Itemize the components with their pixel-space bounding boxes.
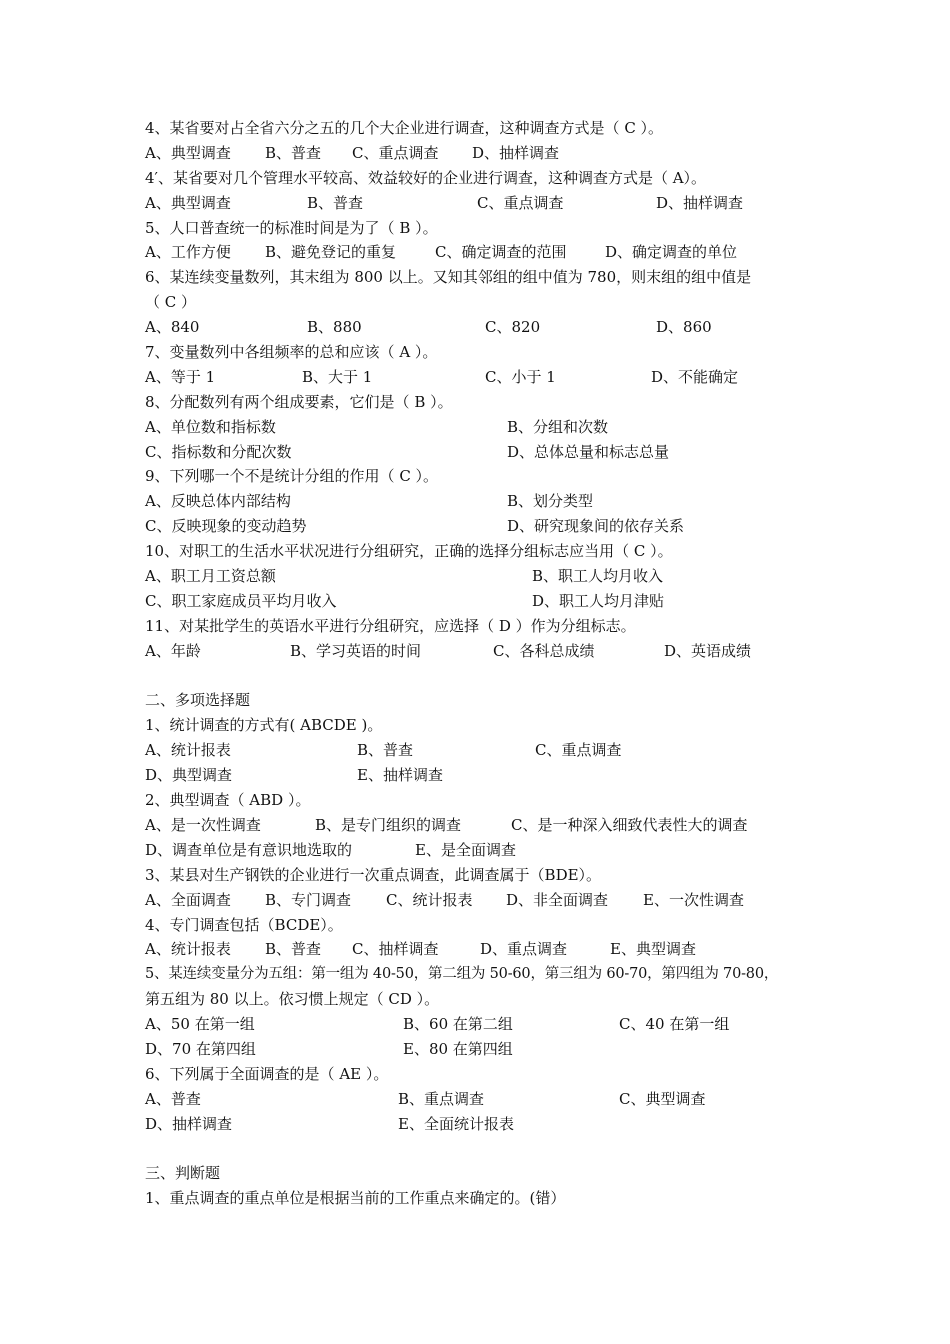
question-stem: 7、变量数列中各组频率的总和应该（ A ）。	[145, 343, 438, 362]
option-row	[145, 514, 825, 539]
option-row	[145, 813, 825, 838]
option-row	[145, 240, 825, 265]
option-c: C、统计报表	[386, 890, 473, 909]
question-stem: 2、典型调查（ ABD ）。	[145, 791, 311, 810]
option-a: A、统计报表	[145, 940, 231, 959]
option-row	[145, 838, 825, 863]
option-row	[145, 589, 825, 614]
option-e: E、是全面调查	[415, 840, 516, 859]
option-e: E、抽样调查	[357, 766, 443, 785]
option-b: B、专门调查	[265, 890, 352, 909]
option-c: C、小于 1	[485, 367, 556, 386]
section-heading: 三、判断题	[145, 1164, 221, 1183]
question-stem: 1、统计调查的方式有( ABCDE )。	[145, 716, 383, 735]
option-b: B、避免登记的重复	[265, 243, 397, 262]
option-row	[145, 564, 825, 589]
option-row	[145, 888, 825, 913]
document-page	[145, 116, 825, 1211]
option-row	[145, 415, 825, 440]
option-d: D、总体总量和标志总量	[507, 442, 670, 461]
option-a: A、典型调查	[145, 193, 231, 212]
option-b: B、重点调查	[398, 1089, 485, 1108]
option-b: B、大于 1	[302, 367, 373, 386]
option-d: D、典型调查	[145, 766, 233, 785]
option-a: A、统计报表	[145, 741, 231, 760]
option-c: C、重点调查	[352, 143, 439, 162]
option-row	[145, 489, 825, 514]
question-stem: 5、某连续变量分为五组：第一组为 40-50，第二组为 50-60，第三组为 60-70，第四组为 70-80，	[145, 966, 779, 983]
option-a: A、840	[145, 318, 200, 337]
option-b: B、60 在第二组	[403, 1015, 513, 1034]
option-e: E、全面统计报表	[398, 1114, 514, 1133]
option-row	[145, 141, 825, 166]
section-spacer	[145, 664, 825, 689]
option-c: C、是一种深入细致代表性大的调查	[511, 815, 748, 834]
option-a: A、工作方便	[145, 243, 231, 262]
option-d: D、70 在第四组	[145, 1039, 256, 1058]
option-b: B、普查	[357, 741, 414, 760]
option-row	[145, 191, 825, 216]
option-a: A、等于 1	[145, 367, 216, 386]
option-row	[145, 440, 825, 465]
option-b: B、分组和次数	[507, 417, 609, 436]
option-b: B、学习英语的时间	[290, 641, 422, 660]
option-d: D、不能确定	[651, 367, 739, 386]
question-stem: 4、专门调查包括（BCDE）。	[145, 915, 343, 934]
option-row	[145, 738, 825, 763]
option-row	[145, 1037, 825, 1062]
question-stem: 3、某县对生产钢铁的企业进行一次重点调查，此调查属于（BDE）。	[145, 865, 602, 884]
option-c: C、确定调查的范围	[435, 243, 567, 262]
option-d: D、860	[656, 318, 712, 337]
option-a: A、单位数和指标数	[145, 417, 276, 436]
option-a: A、职工月工资总额	[145, 567, 276, 586]
question-stem: 8、分配数列有两个组成要素，它们是（ B ）。	[145, 392, 453, 411]
option-c: C、反映现象的变动趋势	[145, 517, 307, 536]
option-c: C、典型调查	[619, 1089, 706, 1108]
option-row	[145, 763, 825, 788]
option-e: E、一次性调查	[643, 890, 744, 909]
question-stem: 6、某连续变量数列，其末组为 800 以上。又知其邻组的组中值为 780，则末组的组中值是	[145, 268, 752, 287]
option-c: C、40 在第一组	[619, 1015, 730, 1034]
option-d: D、抽样调查	[472, 143, 560, 162]
question-stem: 6、下列属于全面调查的是（ AE ）。	[145, 1064, 389, 1083]
option-a: A、50 在第一组	[145, 1015, 255, 1034]
option-row	[145, 365, 825, 390]
option-row	[145, 315, 825, 340]
option-c: C、指标数和分配次数	[145, 442, 292, 461]
option-e: E、80 在第四组	[403, 1039, 513, 1058]
question-stem: 4′、某省要对几个管理水平较高、效益较好的企业进行调查，这种调查方式是（ A）。	[145, 168, 707, 187]
question-stem: 11、对某批学生的英语水平进行分组研究，应选择（ D ）作为分组标志。	[145, 616, 636, 635]
option-d: D、英语成绩	[664, 641, 752, 660]
option-row	[145, 639, 825, 664]
question-stem: 10、对职工的生活水平状况进行分组研究，正确的选择分组标志应当用（ C ）。	[145, 542, 673, 561]
option-a: A、全面调查	[145, 890, 231, 909]
option-b: B、880	[307, 318, 362, 337]
option-c: C、重点调查	[535, 741, 622, 760]
section-heading: 二、多项选择题	[145, 691, 251, 710]
question-stem: 5、人口普查统一的标准时间是为了（ B ）。	[145, 218, 438, 237]
option-row	[145, 937, 825, 962]
section-spacer	[145, 1137, 825, 1162]
option-row	[145, 1087, 825, 1112]
option-d: D、调查单位是有意识地选取的	[145, 840, 353, 859]
option-c: C、职工家庭成员平均月收入	[145, 591, 337, 610]
option-a: A、年龄	[145, 641, 201, 660]
question-stem: 9、下列哪一个不是统计分组的作用（ C ）。	[145, 467, 439, 486]
question-stem: 4、某省要对占全省六分之五的几个大企业进行调查，这种调查方式是（ C ）。	[145, 119, 664, 137]
option-b: B、普查	[265, 940, 322, 959]
option-row	[145, 1012, 825, 1037]
option-b: B、普查	[265, 143, 322, 162]
option-c: C、重点调查	[477, 193, 564, 212]
option-a: A、是一次性调查	[145, 815, 261, 834]
option-a: A、普查	[145, 1089, 201, 1108]
question-stem-continued: （ C ）	[145, 293, 197, 312]
option-b: B、是专门组织的调查	[315, 815, 462, 834]
option-b: B、普查	[307, 193, 364, 212]
option-c: C、820	[485, 318, 541, 337]
option-d: D、研究现象间的依存关系	[507, 517, 685, 536]
option-d: D、确定调查的单位	[605, 243, 738, 262]
option-c: C、各科总成绩	[493, 641, 595, 660]
option-a: A、典型调查	[145, 143, 231, 162]
option-d: D、抽样调查	[656, 193, 744, 212]
question-stem: 1、重点调查的重点单位是根据当前的工作重点来确定的。(错）	[145, 1189, 566, 1208]
question-stem-continued: 第五组为 80 以上。依习惯上规定（ CD ）。	[145, 990, 440, 1009]
option-e: E、典型调查	[610, 940, 696, 959]
option-row	[145, 1112, 825, 1137]
option-d: D、抽样调查	[145, 1114, 233, 1133]
option-a: A、反映总体内部结构	[145, 492, 291, 511]
option-b: B、职工人均月收入	[532, 567, 664, 586]
option-d: D、重点调查	[480, 940, 568, 959]
option-d: D、职工人均月津贴	[532, 591, 665, 610]
option-d: D、非全面调查	[506, 890, 609, 909]
option-c: C、抽样调查	[352, 940, 439, 959]
option-b: B、划分类型	[507, 492, 594, 511]
